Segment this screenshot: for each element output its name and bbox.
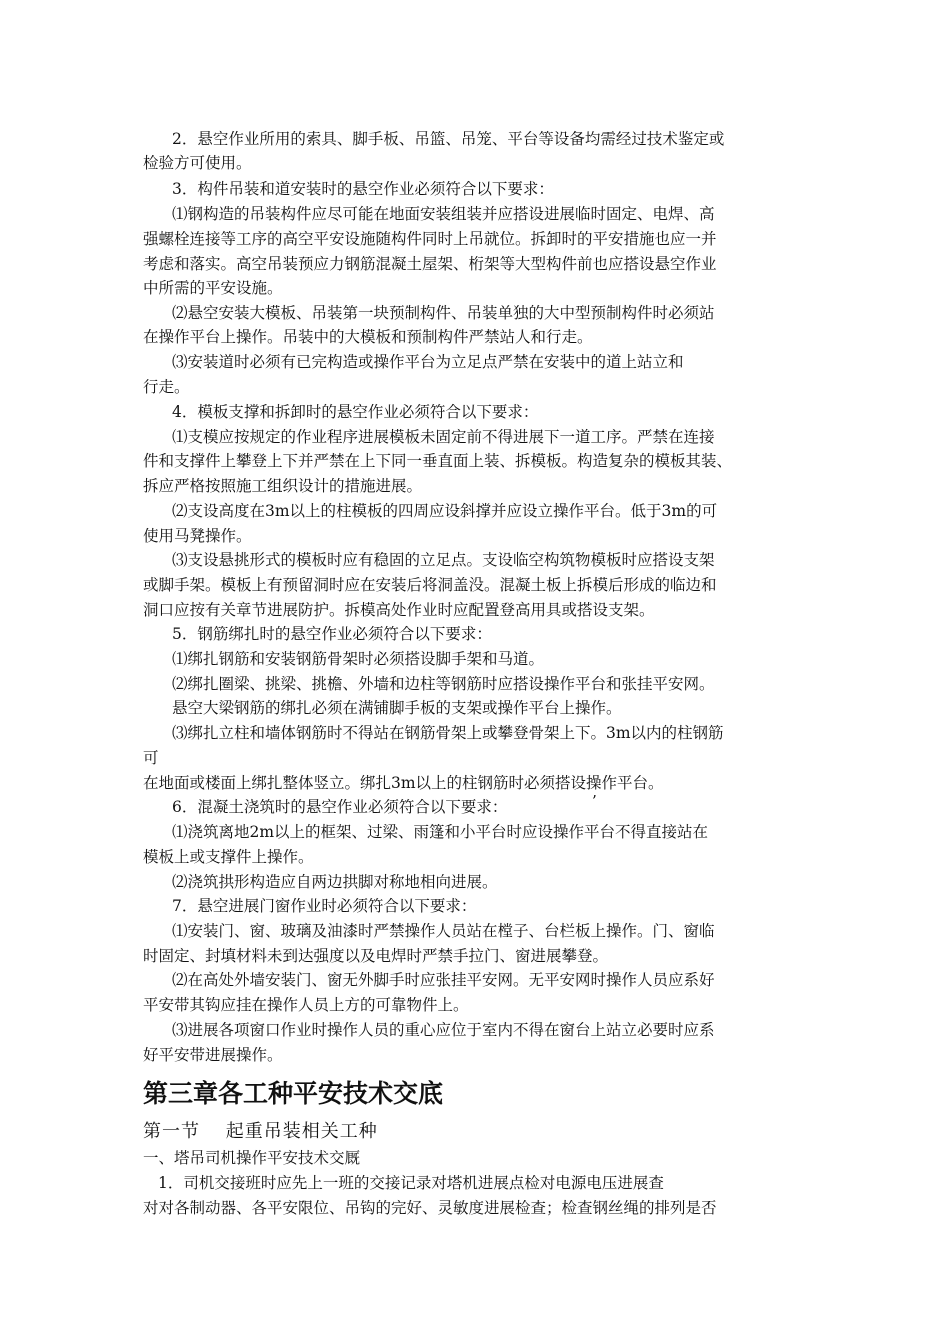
paragraph-line: ⑵浇筑拱形构造应自两边拱脚对称地相向进展。 xyxy=(172,873,498,891)
paragraph-line: ⑶安装道时必须有已完构造或操作平台为立足点严禁在安装中的道上站立和 xyxy=(172,353,684,371)
section-title: 第一节 起重吊装相关工种 xyxy=(143,1121,378,1142)
paragraph-line: 或脚手架。模板上有预留洞时应在安装后将洞盖没。混凝土板上拆模后形成的临边和 xyxy=(143,576,717,594)
paragraph-line: 时固定、封填材料未到达强度以及电焊时严禁手拉门、窗进展攀登。 xyxy=(143,947,609,965)
paragraph-line: ⑶支设悬挑形式的模板时应有稳固的立足点。支设临空构筑物模板时应搭设支架 xyxy=(172,551,715,569)
paragraph-line: 5．钢筋绑扎时的悬空作业必须符合以下要求： xyxy=(172,625,492,643)
paragraph-line: ⑵在高处外墙安装门、窗无外脚手时应张挂平安网。无平安网时操作人员应系好 xyxy=(172,971,715,989)
paragraph-line: 可 xyxy=(143,749,159,767)
paragraph-line: 模板上或支撑件上操作。 xyxy=(143,848,314,866)
stray-mark: ’ xyxy=(592,792,597,810)
paragraph-line: ⑴钢构造的吊装构件应尽可能在地面安装组装并应搭设进展临时固定、电焊、高 xyxy=(172,205,715,223)
paragraph-line: ⑴安装门、窗、玻璃及油漆时严禁操作人员站在樘子、台栏板上操作。门、窗临 xyxy=(172,922,715,940)
paragraph-line: ⑴绑扎钢筋和安装钢筋骨架时必须搭设脚手架和马道。 xyxy=(172,650,545,668)
paragraph-line: 2．悬空作业所用的索具、脚手板、吊篮、吊笼、平台等设备均需经过技术鉴定或 xyxy=(172,130,725,148)
paragraph-line: 件和支撑件上攀登上下并严禁在上下同一垂直面上装、拆模板。构造复杂的模板其装、 xyxy=(143,452,733,470)
paragraph-line: 拆应严格按照施工组织设计的措施进展。 xyxy=(143,477,423,495)
paragraph-line: 在操作平台上操作。吊装中的大模板和预制构件严禁站人和行走。 xyxy=(143,328,593,346)
paragraph-line: ⑶进展各项窗口作业时操作人员的重心应位于室内不得在窗台上站立必要时应系 xyxy=(172,1021,715,1039)
paragraph-line: 悬空大梁钢筋的绑扎必须在满铺脚手板的支架或操作平台上操作。 xyxy=(172,699,622,717)
paragraph-line: 3．构件吊装和道安装时的悬空作业必须符合以下要求： xyxy=(172,180,554,198)
paragraph-line: 行走。 xyxy=(143,378,190,396)
paragraph-line: 检验方可使用。 xyxy=(143,154,252,172)
paragraph-line: ⑴浇筑离地2m以上的框架、过梁、雨篷和小平台时应设操作平台不得直接站在 xyxy=(172,823,709,841)
paragraph-line: 7．悬空进展门窗作业时必须符合以下要求： xyxy=(172,897,477,915)
chapter-title: 第三章各工种平安技术交底 xyxy=(143,1079,444,1108)
paragraph-line: ⑶绑扎立柱和墙体钢筋时不得站在钢筋骨架上或攀登骨架上下。3m以内的柱钢筋 xyxy=(172,724,724,742)
paragraph-line: 好平安带进展操作。 xyxy=(143,1046,283,1064)
paragraph-line: 平安带其钩应挂在操作人员上方的可靠物件上。 xyxy=(143,996,469,1014)
paragraph-line: ⑵支设高度在3m以上的柱模板的四周应设斜撑并应设立操作平台。低于3m的可 xyxy=(172,502,718,520)
subsection-title: 一、塔吊司机操作平安技术交厩 xyxy=(143,1149,361,1167)
paragraph-line: 使用马凳操作。 xyxy=(143,527,252,545)
paragraph-line: 6．混凝土浇筑时的悬空作业必须符合以下要求： xyxy=(172,798,508,816)
paragraph-line: 4．模板支撑和拆卸时的悬空作业必须符合以下要求： xyxy=(172,403,539,421)
paragraph-line: 强螺栓连接等工序的高空平安设施随构件同时上吊就位。拆卸时的平安措施也应一并 xyxy=(143,230,717,248)
paragraph-line: 考虑和落实。高空吊装预应力钢筋混凝土屋架、桁架等大型构件前也应搭设悬空作业 xyxy=(143,255,717,273)
paragraph-line: ⑵绑扎圈梁、挑梁、挑檐、外墙和边柱等钢筋时应搭设操作平台和张挂平安网。 xyxy=(172,675,715,693)
paragraph-line: 对对各制动器、各平安限位、吊钩的完好、灵敏度进展检查；检查钢丝绳的排列是否 xyxy=(143,1199,717,1217)
paragraph-line: 洞口应按有关章节进展防护。拆模高处作业时应配置登高用具或搭设支架。 xyxy=(143,601,655,619)
paragraph-line: 在地面或楼面上绑扎整体竖立。绑扎3m以上的柱钢筋时必须搭设操作平台。 xyxy=(143,774,664,792)
paragraph-line: 中所需的平安设施。 xyxy=(143,279,283,297)
paragraph-line: ⑵悬空安装大模板、吊装第一块预制构件、吊装单独的大中型预制构件时必须站 xyxy=(172,304,715,322)
paragraph-line: ⑴支模应按规定的作业程序进展模板未固定前不得进展下一道工序。严禁在连接 xyxy=(172,428,715,446)
paragraph-line: 1．司机交接班时应先上一班的交接记录对塔机进展点检对电源电压进展查 xyxy=(158,1174,664,1192)
